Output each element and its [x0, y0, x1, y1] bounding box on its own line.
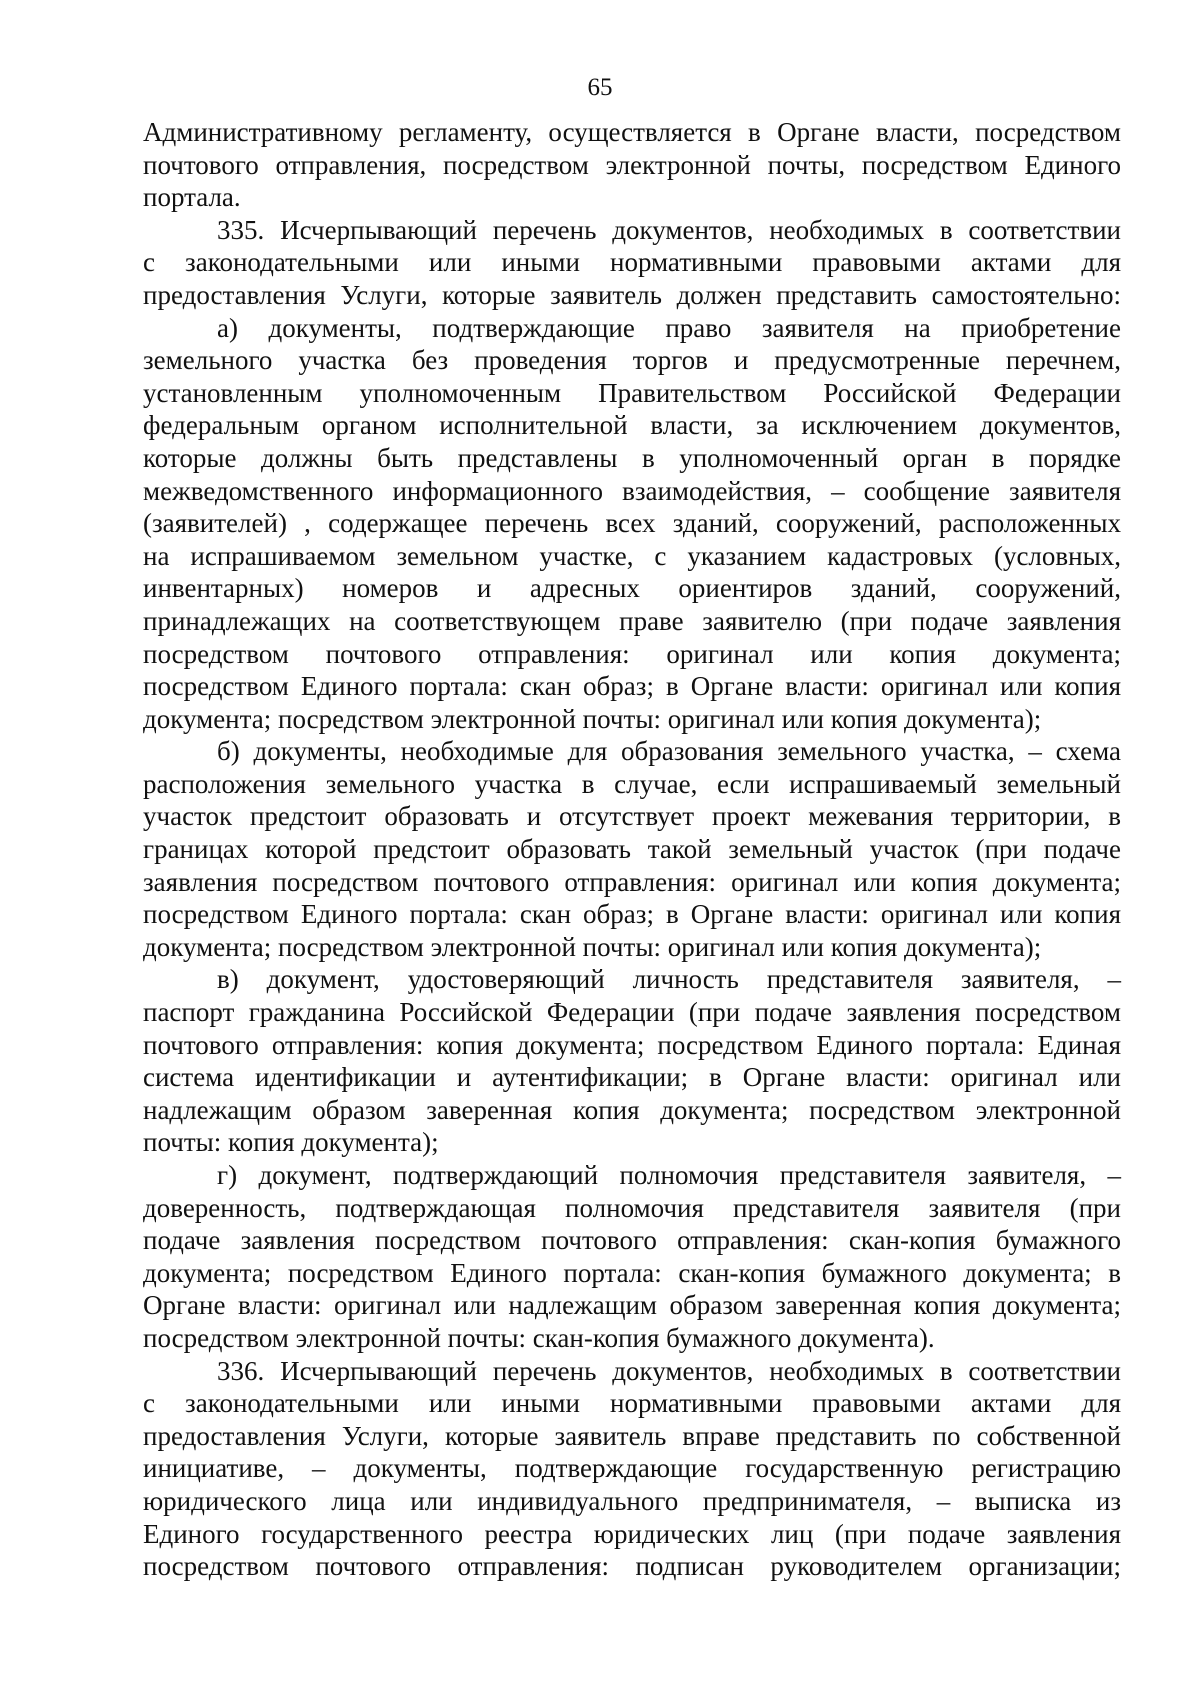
text-line: федеральным органом исполнительной власти, за исключением документов, [143, 410, 1121, 441]
text-line: надлежащим образом заверенная копия документа; посредством электронной [143, 1094, 1121, 1125]
text-line: а) документы, подтверждающие право заявителя на приобретение [217, 312, 1121, 343]
text-line: (заявителей) , содержащее перечень всех зданий, сооружений, расположенных [143, 508, 1121, 539]
text-line: посредством почтового отправления: подписан руководителем организации; [143, 1551, 1121, 1582]
text-line: установленным уполномоченным Правительством Российской Федерации [143, 377, 1121, 408]
text-line: документа; посредством электронной почты: оригинал или копия документа); [143, 703, 1042, 734]
text-line: б) документы, необходимые для образования земельного участка, – схема [217, 736, 1121, 767]
body-text [143, 116, 1121, 1583]
text-line: участок предстоит образовать и отсутствует проект межевания территории, в [143, 801, 1121, 832]
text-line: почты: копия документа); [143, 1127, 439, 1158]
text-line: доверенность, подтверждающая полномочия представителя заявителя (при [143, 1192, 1121, 1223]
text-line: заявления посредством почтового отправления: оригинал или копия документа; [143, 866, 1121, 897]
text-line: принадлежащих на соответствующем праве заявителю (при подаче заявления [143, 605, 1121, 636]
text-line: Административному регламенту, осуществляется в Органе власти, посредством [143, 117, 1121, 147]
text-line: документа; посредством Единого портала: скан-копия бумажного документа; в [143, 1257, 1121, 1288]
text-line: расположения земельного участка в случае, если испрашиваемый земельный [143, 768, 1121, 799]
text-line: межведомственного информационного взаимодействия, – сообщение заявителя [143, 475, 1121, 506]
text-line: г) документ, подтверждающий полномочия представителя заявителя, – [217, 1160, 1121, 1190]
text-line: предоставления Услуги, которые заявитель вправе представить по собственной [143, 1420, 1121, 1451]
text-line: Органе власти: оригинал или надлежащим образом заверенная копия документа; [143, 1290, 1121, 1321]
text-line: почтового отправления: копия документа; посредством Единого портала: Единая [143, 1029, 1121, 1060]
text-line: почтового отправления, посредством электронной почты, посредством Единого [143, 149, 1121, 180]
text-line: посредством почтового отправления: оригинал или копия документа; [143, 638, 1121, 669]
text-line: земельного участка без проведения торгов и предусмотренные перечнем, [143, 345, 1121, 376]
text-line: посредством Единого портала: скан образ; в Органе власти: оригинал или копия [143, 671, 1121, 702]
text-line: инвентарных) номеров и адресных ориентиров зданий, сооружений, [143, 573, 1121, 604]
text-line: посредством Единого портала: скан образ; в Органе власти: оригинал или копия [143, 899, 1121, 930]
text-line: с законодательными или иными нормативными правовыми актами для [143, 247, 1121, 278]
text-line: предоставления Услуги, которые заявитель должен представить самостоятельно: [143, 279, 1121, 310]
text-line: юридического лица или индивидуального предпринимателя, – выписка из [143, 1485, 1121, 1516]
text-line: 335. Исчерпывающий перечень документов, необходимых в соответствии [217, 214, 1121, 245]
text-line: на испрашиваемом земельном участке, с указанием кадастровых (условных, [143, 540, 1121, 571]
page-number: 65 [587, 74, 613, 101]
text-line: подаче заявления посредством почтового отправления: скан-копия бумажного [143, 1225, 1121, 1256]
text-line: границах которой предстоит образовать такой земельный участок (при подаче [143, 834, 1121, 865]
text-line: с законодательными или иными нормативными правовыми актами для [143, 1388, 1121, 1419]
text-line: паспорт гражданина Российской Федерации (при подаче заявления посредством [143, 997, 1121, 1028]
text-line: Единого государственного реестра юридических лиц (при подаче заявления [143, 1518, 1121, 1549]
text-line: документа; посредством электронной почты: оригинал или копия документа); [143, 931, 1042, 962]
text-line: портала. [143, 182, 241, 213]
text-line: которые должны быть представлены в уполномоченный орган в порядке [143, 442, 1121, 473]
text-line: 336. Исчерпывающий перечень документов, необходимых в соответствии [217, 1355, 1121, 1386]
text-line: в) документ, удостоверяющий личность представителя заявителя, – [217, 964, 1121, 995]
text-line: посредством электронной почты: скан-копия бумажного документа). [143, 1322, 935, 1353]
text-line: система идентификации и аутентификации; в Органе власти: оригинал или [143, 1062, 1121, 1093]
text-line: инициативе, – документы, подтверждающие государственную регистрацию [143, 1453, 1121, 1484]
